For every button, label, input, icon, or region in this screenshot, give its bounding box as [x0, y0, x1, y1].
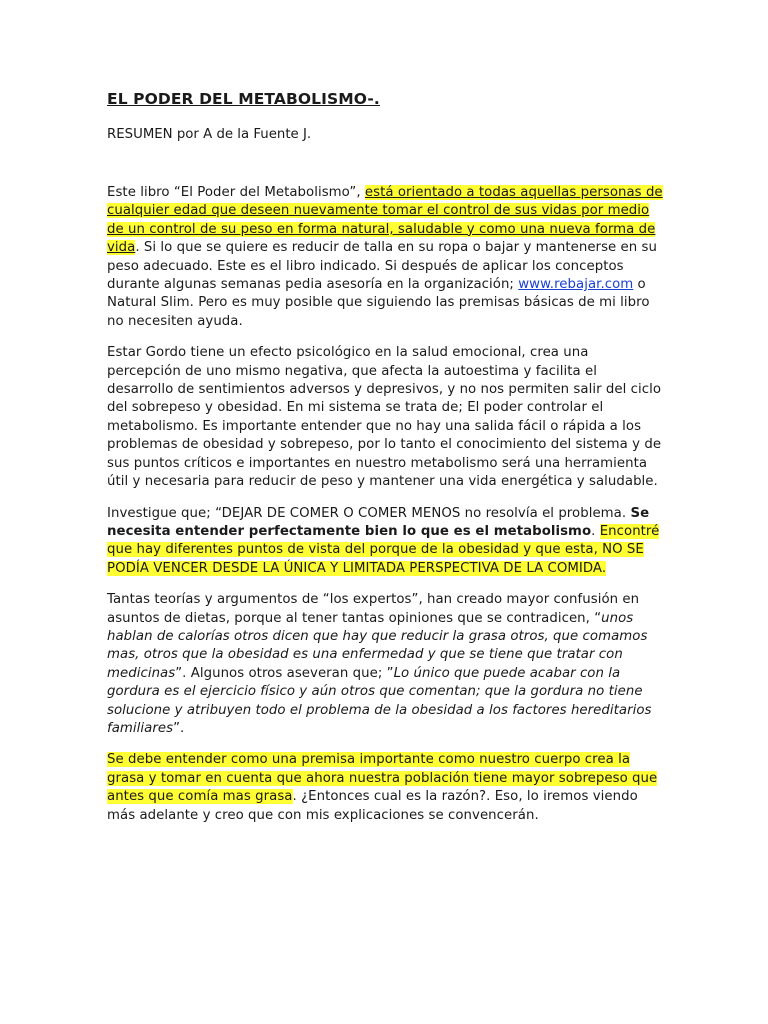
paragraph-3-text-b: .	[591, 523, 600, 539]
rebajar-link[interactable]: www.rebajar.com	[518, 277, 634, 293]
paragraph-3-highlight: Encontré que hay diferentes puntos de vista del porque de la obesidad y que esta, NO SE PODÍA VENCER DESDE LA ÚNICA Y LIMITADA PERSPECTIVA DE LA COMIDA.	[107, 523, 660, 576]
paragraph-4-text-a: Tantas teorías y argumentos de “los expertos”, han creado mayor confusión en asuntos de dietas, porque al tener tantas opiniones que se contradicen, “	[107, 592, 640, 626]
paragraph-4-italic-1: unos hablan de calorías otros dicen que hay que reducir la grasa otros, que comamos mas, otros que la obesidad es una enfermedad y que se tiene que tratar con medicinas	[107, 610, 648, 681]
paragraph-3	[107, 505, 663, 579]
document-page	[107, 88, 663, 838]
paragraph-1-text-b: . Si lo que se quiere es reducir de talla en su ropa o bajar y mantenerse en su peso adecuado. Este es el libro indicado. Si después de aplicar los conceptos durante algunas semanas pedia asesoría en la organización;	[107, 240, 657, 293]
paragraph-4-text-b: ”. Algunos otros aseveran que; ”	[175, 665, 394, 681]
document-title: EL PODER DEL METABOLISMO-.	[107, 90, 380, 108]
paragraph-4	[107, 591, 663, 738]
paragraph-3-bold: Se necesita entender perfectamente bien lo que es el metabolismo	[107, 505, 650, 539]
paragraph-4-text-c: ”.	[173, 720, 185, 736]
paragraph-2: Estar Gordo tiene un efecto psicológico en la salud emocional, crea una percepción de uno mismo negativa, que afecta la autoestima y facilita el desarrollo de sentimientos adversos y depresivos, y no nos permiten salir del ciclo del sobrepeso y obesidad. En mi sistema se trata de; El poder controlar el metabolismo. Es importante entender que no hay una salida fácil o rápida a los problemas de obesidad y sobrepeso, por lo tanto el conocimiento del sistema y de sus puntos críticos e importantes en nuestro metabolismo será una herramienta útil y necesaria para reducir de peso y mantener una vida energética y saludable.	[107, 345, 662, 490]
paragraph-1-text-a: Este libro “El Poder del Metabolismo”,	[107, 185, 365, 200]
paragraph-1-highlight: está orientado a todas aquellas personas de cualquier edad que deseen nuevamente tomar el control de sus vidas por medio de un control de su peso en forma natural, saludable y como una nueva forma de vida	[107, 185, 663, 256]
paragraph-5-text-a: . ¿Entonces cual es la razón?. Eso, lo iremos viendo más adelante y creo que con mis explicaciones se convencerán.	[107, 789, 638, 823]
paragraph-5-highlight: Se debe entender como una premisa importante como nuestro cuerpo crea la grasa y tomar en cuenta que ahora nuestra población tiene mayor sobrepeso que antes que comía mas grasa	[107, 752, 658, 805]
paragraph-4-italic-2: Lo único que puede acabar con la gordura es el ejercicio físico y aún otros que comentan; que la gordura no tiene solucione y atribuyen todo el problema de la obesidad a los factores hereditarios familiares	[107, 665, 652, 736]
paragraph-1	[107, 184, 663, 331]
document-subtitle: RESUMEN por A de la Fuente J.	[107, 127, 312, 142]
paragraph-1-text-c: o Natural Slim. Pero es muy posible que siguiendo las premisas básicas de mi libro no necesiten ayuda.	[107, 277, 650, 329]
paragraph-3-text-a: Investigue que; “DEJAR DE COMER O COMER MENOS no resolvía el problema.	[107, 505, 631, 521]
paragraph-5	[107, 751, 663, 825]
